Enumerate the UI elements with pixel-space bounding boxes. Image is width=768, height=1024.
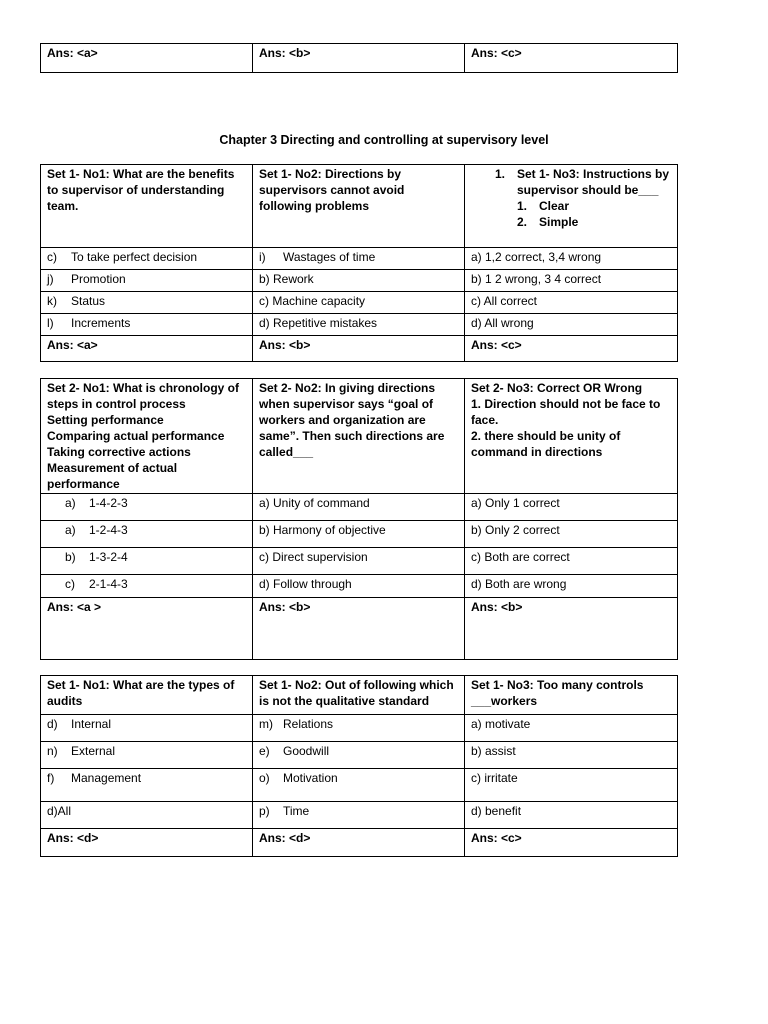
answer-cell: Ans: <d> [253, 829, 465, 857]
answer-cell: Ans: <b> [253, 336, 465, 362]
answer-cell: Ans: <a> [41, 336, 253, 362]
option-cell: a) 1-2-4-3 [41, 521, 253, 548]
option-cell: k) Status [41, 292, 253, 314]
question-cell: Set 2- No2: In giving directions when supervisor says “goal of workers and organization are same”. Then such directions are called___ [253, 379, 465, 494]
answer-cell: Ans: <c> [465, 829, 678, 857]
audit-table [40, 675, 678, 857]
option-cell: c) To take perfect decision [41, 248, 253, 270]
option-cell: a) 1-4-2-3 [41, 494, 253, 521]
set2-table [40, 378, 678, 660]
question-cell: Set 1- No2: Out of following which is not the qualitative standard [253, 676, 465, 715]
option-cell: i) Wastages of time [253, 248, 465, 270]
question-cell: Set 2- No3: Correct OR Wrong 1. Direction should not be face to face. 2. there should be unity of command in directions [465, 379, 678, 494]
question-cell [465, 165, 678, 248]
top-answer-table [40, 43, 678, 73]
option-cell: c) irritate [465, 769, 678, 802]
question-cell: Set 1- No2: Directions by supervisors cannot avoid following problems [253, 165, 465, 248]
option-cell: d) Internal [41, 715, 253, 742]
list-number: 1. [495, 167, 506, 181]
option-cell: o) Motivation [253, 769, 465, 802]
answer-cell: Ans: <c> [465, 336, 678, 362]
option-cell: c) Direct supervision [253, 548, 465, 575]
answer-cell: Ans: <c> [465, 44, 678, 73]
option-cell: b) Only 2 correct [465, 521, 678, 548]
option-cell: b) 1 2 wrong, 3 4 correct [465, 270, 678, 292]
question-cell: Set 1- No3: Too many controls ___workers [465, 676, 678, 715]
option-cell: a) motivate [465, 715, 678, 742]
list-item: 1. Clear [517, 199, 570, 213]
option-cell: b) assist [465, 742, 678, 769]
option-cell: c) All correct [465, 292, 678, 314]
option-cell: n) External [41, 742, 253, 769]
option-cell: c) 2-1-4-3 [41, 575, 253, 598]
answer-cell: Ans: <b> [253, 44, 465, 73]
question-cell: Set 1- No1: What are the benefits to supervisor of understanding team. [41, 165, 253, 248]
option-cell: e) Goodwill [253, 742, 465, 769]
option-cell: d)All [41, 802, 253, 829]
option-cell: d) benefit [465, 802, 678, 829]
option-cell: a) 1,2 correct, 3,4 wrong [465, 248, 678, 270]
option-cell: b) Harmony of objective [253, 521, 465, 548]
option-cell: d) Repetitive mistakes [253, 314, 465, 336]
question-cell: Set 1- No1: What are the types of audits [41, 676, 253, 715]
option-cell: a) Only 1 correct [465, 494, 678, 521]
option-cell: d) Follow through [253, 575, 465, 598]
answer-cell: Ans: <b> [465, 598, 678, 660]
chapter-heading: Chapter 3 Directing and controlling at supervisory level [219, 133, 549, 147]
option-cell: d) All wrong [465, 314, 678, 336]
option-cell: d) Both are wrong [465, 575, 678, 598]
question-cell: Set 2- No1: What is chronology of steps in control process Setting performance Comparing actual performance Taking corrective actions Measurement of actual performance [41, 379, 253, 494]
answer-cell: Ans: <b> [253, 598, 465, 660]
answer-cell: Ans: <d> [41, 829, 253, 857]
option-cell: p) Time [253, 802, 465, 829]
list-item: 2. Simple [517, 215, 579, 229]
option-cell: c) Machine capacity [253, 292, 465, 314]
option-cell: c) Both are correct [465, 548, 678, 575]
option-cell: j) Promotion [41, 270, 253, 292]
answer-cell: Ans: <a> [41, 44, 253, 73]
option-cell: m) Relations [253, 715, 465, 742]
option-cell: a) Unity of command [253, 494, 465, 521]
question-text: Set 1- No3: Instructions by supervisor should be___ [517, 167, 670, 197]
set1-table [40, 164, 678, 362]
option-cell: l) Increments [41, 314, 253, 336]
option-cell: f) Management [41, 769, 253, 802]
answer-cell: Ans: <a > [41, 598, 253, 660]
option-cell: b) 1-3-2-4 [41, 548, 253, 575]
option-cell: b) Rework [253, 270, 465, 292]
